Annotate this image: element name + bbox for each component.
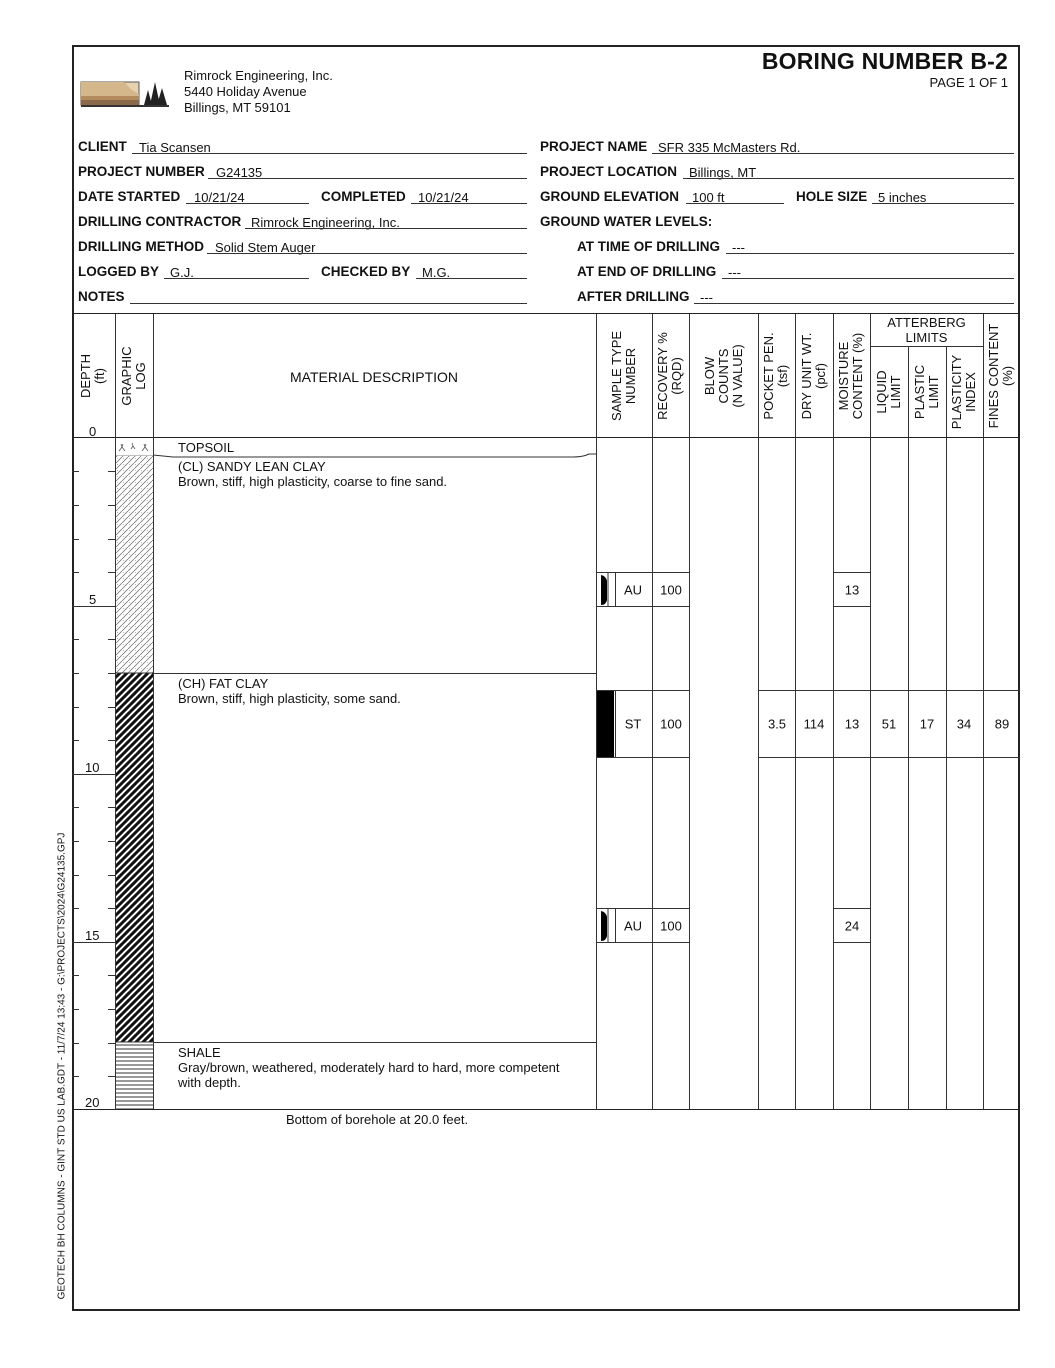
date-started-label: DATE STARTED [78, 189, 181, 204]
at-time-label: AT TIME OF DRILLING [577, 239, 720, 254]
layer-shale-description-2: with depth. [178, 1075, 241, 1090]
drilling-method-label: DRILLING METHOD [78, 239, 204, 254]
project-number-value: G24135 [216, 165, 263, 180]
layer-shale-title: SHALE [178, 1045, 221, 1060]
sample-2-moisture: 13 [844, 716, 860, 732]
sandy-lean-clay-pattern [116, 456, 153, 673]
auger-sample-icon [597, 573, 615, 607]
hole-size-value: 5 inches [878, 190, 927, 205]
date-started-value: 10/21/24 [194, 190, 245, 205]
sample-2-plasticity-index: 34 [956, 716, 972, 732]
sample-2-recovery: 100 [660, 716, 682, 732]
company-address: 5440 Holiday Avenue [184, 84, 307, 99]
auger-sample-icon-2 [597, 909, 615, 943]
checked-by-label: CHECKED BY [321, 264, 411, 279]
depth-0: 0 [89, 424, 97, 439]
layer-ch-title: (CH) FAT CLAY [178, 676, 269, 691]
depth-20: 20 [85, 1095, 100, 1110]
after-drilling-label: AFTER DRILLING [577, 289, 690, 304]
depth-5: 5 [89, 592, 97, 607]
at-end-value: --- [728, 265, 741, 280]
company-city: Billings, MT 59101 [184, 100, 291, 115]
hole-size-label: HOLE SIZE [796, 189, 868, 204]
pocket-pen-header: POCKET PEN. (tsf) [761, 332, 790, 420]
sample-3-moisture: 24 [844, 918, 860, 934]
completed-value: 10/21/24 [418, 190, 469, 205]
sample-3-type: AU [623, 918, 643, 934]
sample-1-recovery: 100 [660, 582, 682, 598]
sample-2-pocket-pen: 3.5 [767, 716, 787, 732]
sample-1-moisture: 13 [844, 582, 860, 598]
table-top-border [72, 313, 1020, 314]
drilling-contractor-label: DRILLING CONTRACTOR [78, 214, 242, 229]
sample-1-type: AU [623, 582, 643, 598]
sample-2-dry-unit-weight: 114 [803, 716, 825, 732]
sample-3-recovery: 100 [660, 918, 682, 934]
logged-by-label: LOGGED BY [78, 264, 160, 279]
graphic-log-header: GRAPHIC LOG [119, 346, 148, 406]
logged-by-value: G.J. [170, 265, 194, 280]
page-number: PAGE 1 OF 1 [929, 75, 1008, 90]
material-description-header: MATERIAL DESCRIPTION [290, 369, 459, 385]
project-number-label: PROJECT NUMBER [78, 164, 205, 179]
table-bottom-border [72, 1109, 1020, 1110]
sample-2-liquid-limit: 51 [881, 716, 897, 732]
fines-content-header: FINES CONTENT (%) [986, 323, 1015, 429]
depth-10: 10 [85, 760, 100, 775]
drilling-contractor-value: Rimrock Engineering, Inc. [251, 215, 400, 230]
sample-2-type: ST [624, 716, 642, 732]
bottom-of-borehole-note: Bottom of borehole at 20.0 feet. [286, 1112, 469, 1127]
layer-cl-title: (CL) SANDY LEAN CLAY [178, 459, 326, 474]
header-bottom-border [72, 437, 1020, 438]
project-name-label: PROJECT NAME [540, 139, 648, 154]
company-logo [80, 76, 170, 108]
shale-pattern [116, 1042, 153, 1109]
client-label: CLIENT [78, 139, 127, 154]
project-location-value: Billings, MT [689, 165, 757, 180]
ground-elevation-value: 100 ft [692, 190, 725, 205]
ground-water-label: GROUND WATER LEVELS: [540, 214, 713, 229]
dry-unit-weight-header: DRY UNIT WT. (pcf) [799, 332, 828, 420]
depth-15: 15 [85, 928, 100, 943]
sample-2-plastic-limit: 17 [919, 716, 935, 732]
shelby-tube-sample-icon [597, 691, 615, 758]
client-value: Tia Scansen [139, 140, 211, 155]
layer-shale-description: Gray/brown, weathered, moderately hard to hard, more competent [178, 1060, 560, 1075]
layer-cl-description: Brown, stiff, high plasticity, coarse to fine sand. [178, 474, 448, 489]
drilling-method-value: Solid Stem Auger [215, 240, 316, 255]
atterberg-limits-header: ATTERBERG LIMITS [887, 315, 966, 345]
plastic-limit-header: PLASTIC LIMIT [912, 364, 941, 420]
graphic-log [116, 439, 153, 1109]
checked-by-value: M.G. [422, 265, 451, 280]
project-location-label: PROJECT LOCATION [540, 164, 678, 179]
liquid-limit-header: LIQUID LIMIT [874, 370, 903, 414]
sample-2-fines-content: 89 [994, 716, 1010, 732]
blow-counts-header: BLOW COUNTS (N VALUE) [702, 344, 745, 408]
layer-ch-description: Brown, stiff, high plasticity, some sand. [178, 691, 401, 706]
after-drilling-value: --- [700, 290, 713, 305]
notes-label: NOTES [78, 289, 125, 304]
boring-title: BORING NUMBER B-2 [761, 48, 1008, 74]
ground-elevation-label: GROUND ELEVATION [540, 189, 680, 204]
at-time-value: --- [732, 240, 745, 255]
recovery-header: RECOVERY % (RQD) [655, 332, 684, 420]
side-footer-text: GEOTECH BH COLUMNS - GINT STD US LAB.GDT - 11/7/24 13:43 - G:\PROJECTS\2024\G24135.GPJ [56, 832, 68, 1300]
at-end-label: AT END OF DRILLING [577, 264, 717, 279]
moisture-content-header: MOISTURE CONTENT (%) [836, 332, 865, 420]
plasticity-index-header: PLASTICITY INDEX [949, 354, 978, 430]
completed-label: COMPLETED [321, 189, 406, 204]
sample-type-header: SAMPLE TYPE NUMBER [609, 330, 638, 422]
depth-header: DEPTH (ft) [78, 353, 107, 399]
fat-clay-pattern [116, 673, 153, 1042]
company-name: Rimrock Engineering, Inc. [184, 68, 333, 83]
project-name-value: SFR 335 McMasters Rd. [658, 140, 801, 155]
layer-topsoil-title: TOPSOIL [178, 440, 235, 455]
